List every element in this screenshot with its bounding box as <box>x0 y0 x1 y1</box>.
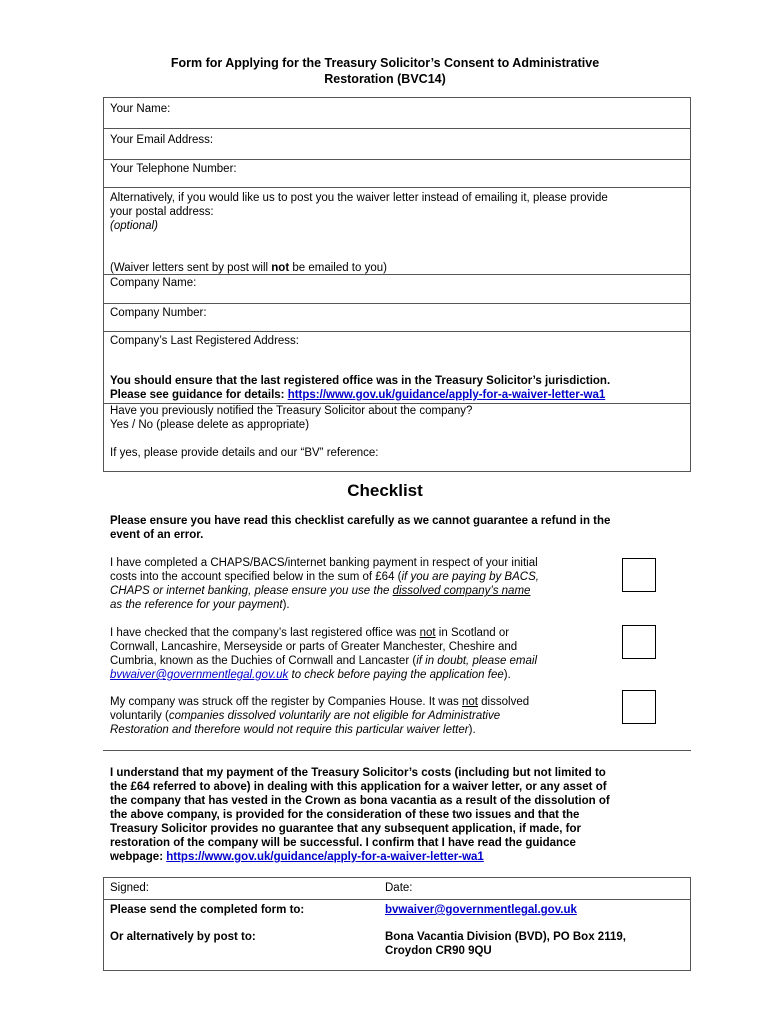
notified-options: Yes / No (please delete as appropriate) <box>110 419 310 431</box>
applicant-details-table <box>103 97 691 472</box>
checklist-item-payment: I have completed a CHAPS/BACS/internet banking payment in respect of your initial costs into the account specified below in the sum of £64 (if you are paying by BACS, CHAPS or internet banking, please ensure you use the dissolved company’s name as the reference for your payment). <box>110 557 539 611</box>
telephone-row[interactable] <box>104 160 690 188</box>
company-address-row[interactable] <box>104 332 690 404</box>
waiver-post-note: (Waiver letters sent by post will not be emailed to you) <box>110 262 387 274</box>
name-row[interactable] <box>104 98 690 129</box>
bv-reference-label: If yes, please provide details and our “BV” reference: <box>110 447 379 459</box>
declaration-guidance-link[interactable]: https://www.gov.uk/guidance/apply-for-a-waiver-letter-wa1 <box>166 851 484 863</box>
checkbox-registered-office[interactable] <box>622 625 656 659</box>
jurisdiction-warning: You should ensure that the last registered office was in the Treasury Solicitor’s jurisdiction. <box>110 375 611 387</box>
company-number-row[interactable] <box>104 304 690 332</box>
section-divider <box>103 750 691 751</box>
page-title <box>0 55 770 87</box>
checkbox-struck-off[interactable] <box>622 690 656 724</box>
signed-field[interactable]: Signed: <box>110 882 150 894</box>
title-line-1: Form for Applying for the Treasury Solicitor’s Consent to Administrative <box>170 56 600 70</box>
checkbox-payment[interactable] <box>622 558 656 592</box>
postal-address-label-line-1: Alternatively, if you would like us to post you the waiver letter instead of emailing it, please provide <box>110 192 608 204</box>
postal-optional-note: (optional) <box>110 220 158 232</box>
date-field[interactable]: Date: <box>385 882 413 894</box>
post-label: Or alternatively by post to: <box>110 931 256 943</box>
company-number-label: Company Number: <box>110 307 207 319</box>
guidance-link[interactable]: https://www.gov.uk/guidance/apply-for-a-waiver-letter-wa1 <box>287 389 606 401</box>
postal-address-row[interactable] <box>104 188 690 275</box>
company-address-label: Company’s Last Registered Address: <box>110 335 299 347</box>
send-label: Please send the completed form to: <box>110 904 305 916</box>
checklist-heading: Checklist <box>347 481 423 500</box>
send-email-link[interactable]: bvwaiver@governmentlegal.gov.uk <box>385 904 577 916</box>
post-address: Bona Vacantia Division (BVD), PO Box 2119, Croydon CR90 9QU <box>385 931 626 957</box>
company-name-label: Company Name: <box>110 277 197 289</box>
checklist-intro: Please ensure you have read this checklist carefully as we cannot guarantee a refund in the event of an error. <box>110 515 611 541</box>
declaration-paragraph: I understand that my payment of the Treasury Solicitor’s costs (including but not limited to the £64 referred to above) in dealing with this application for a waiver letter, or any asset of the company that has vested in the Crown as bona vacantia as a result of the dissolution of the above company, is provided for the consideration of these two issues and that the Treasury Solicitor provides no guarantee that any subsequent application, if made, for restoration of the company will be successful. I confirm that I have read the guidance webpage: https://www.gov.uk/guidance/apply-for-a-waiver-letter-wa1 <box>110 767 610 863</box>
company-name-row[interactable] <box>104 275 690 304</box>
email-label: Your Email Address: <box>110 134 214 146</box>
checklist-item-registered-office: I have checked that the company’s last registered office was not in Scotland or Cornwall, Lancashire, Merseyside or parts of Greater Manchester, Cheshire and Cumbria, known as the Duchies of Cornwall and Lancaster (if in doubt, please email bvwaiver@governmentlegal.gov.uk to check before paying the application fee). <box>110 627 538 681</box>
guidance-line: Please see guidance for details: https://www.gov.uk/guidance/apply-for-a-waiver-letter-wa1 <box>110 389 606 401</box>
postal-address-label-line-2: your postal address: <box>110 206 214 218</box>
bvwaiver-email-link[interactable]: bvwaiver@governmentlegal.gov.uk <box>110 669 289 681</box>
email-row[interactable] <box>104 129 690 160</box>
name-label: Your Name: <box>110 103 171 115</box>
notified-question: Have you previously notified the Treasury Solicitor about the company? <box>110 405 473 417</box>
title-line-2: Restoration (BVC14) <box>324 72 446 86</box>
telephone-label: Your Telephone Number: <box>110 163 237 175</box>
signature-table <box>103 877 691 971</box>
previous-notification-row[interactable] <box>104 404 690 471</box>
checklist-item-struck-off: My company was struck off the register by Companies House. It was not dissolved voluntarily (companies dissolved voluntarily are not eligible for Administrative Restoration and therefore would not require this particular waiver letter). <box>110 696 530 736</box>
